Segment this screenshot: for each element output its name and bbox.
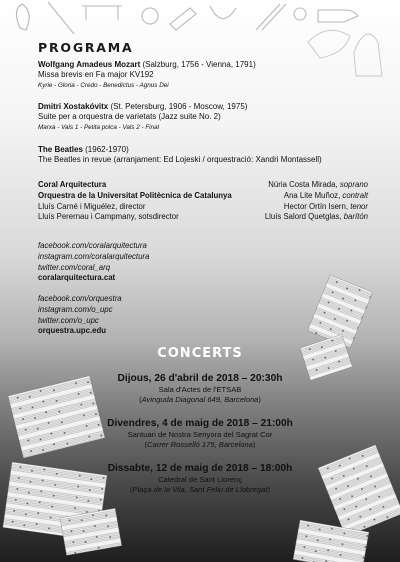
concert-item bbox=[0, 372, 400, 405]
concert-venue: Catedral de Sant Llorenç bbox=[157, 475, 242, 484]
concert-item bbox=[0, 417, 400, 450]
orchestra-facebook-link[interactable]: facebook.com/orquestra bbox=[38, 294, 122, 303]
concert-date: Dijous, 26 d'abril de 2018 – 20:30h bbox=[117, 373, 283, 384]
director: Lluís Carné i Miguélez, director bbox=[38, 201, 146, 211]
movements: Kyrie - Gloria - Credo - Benedictus - Agnus Dei bbox=[38, 81, 169, 89]
choir-facebook-link[interactable]: facebook.com/coralarquitectura bbox=[38, 241, 147, 250]
orchestra-twitter-link[interactable]: twitter.com/o_upc bbox=[38, 315, 99, 325]
concert-venue: Santuari de Nostra Senyora del Sagrat Cor bbox=[127, 430, 273, 439]
concert-address: (Carrer Rosselló 175, Barcelona) bbox=[144, 440, 256, 450]
concert-address: (Avinguda Diagonal 649, Barcelona) bbox=[139, 395, 261, 405]
orchestra-name: Orquestra de la Universitat Politècnica de Catalunya bbox=[38, 190, 232, 200]
composer-name: The Beatles bbox=[38, 145, 83, 154]
composer-name: Dmitri Xostakóvitx bbox=[38, 102, 109, 111]
concert-address: (Plaça de la Vila, Sant Feliu de Llobregat) bbox=[129, 485, 270, 495]
composer-details: (St. Petersburg, 1906 - Moscow, 1975) bbox=[110, 102, 248, 111]
orchestra-social-links bbox=[38, 294, 122, 337]
soloist: Ana Lite Muñoz, contralt bbox=[283, 190, 368, 200]
concerts-title: CONCERTS bbox=[157, 346, 243, 361]
work-title: Suite per a orquestra de varietats (Jazz suite No. 2) bbox=[38, 112, 221, 122]
composer-name: Wolfgang Amadeus Mozart bbox=[38, 60, 141, 69]
work-title: Missa brevis en Fa major KV192 bbox=[38, 70, 154, 80]
concert-date: Dissabte, 12 de maig de 2018 – 18:00h bbox=[107, 463, 293, 474]
soloists bbox=[265, 180, 368, 223]
piece-mozart bbox=[38, 60, 256, 90]
orchestra-instagram-link[interactable]: instagram.com/o_upc bbox=[38, 304, 113, 314]
orchestra-website-link[interactable]: orquestra.upc.edu bbox=[38, 326, 107, 336]
subdirector: Lluís Perernau i Campmany, sotsdirector bbox=[38, 212, 179, 222]
choir-social-links bbox=[38, 241, 149, 284]
soloist: Núria Costa Mirada, soprano bbox=[268, 180, 368, 189]
concert-venue: Sala d'Actes de l'ETSAB bbox=[158, 385, 242, 394]
piece-shostakovich bbox=[38, 102, 247, 132]
choir-name: Coral Arquitectura bbox=[38, 180, 107, 189]
piece-beatles bbox=[38, 145, 322, 166]
concert-date: Divendres, 4 de maig de 2018 – 21:00h bbox=[107, 418, 293, 429]
choir-twitter-link[interactable]: twitter.com/coral_arq bbox=[38, 262, 111, 272]
movements: Marxa - Vals 1 - Petita polca - Vals 2 - Final bbox=[38, 123, 159, 131]
choir-website-link[interactable]: coralarquitectura.cat bbox=[38, 273, 116, 283]
composer-details: (1962-1970) bbox=[85, 145, 129, 154]
soloist: Hector Ortín Isern, tenor bbox=[283, 201, 368, 211]
choir-instagram-link[interactable]: instagram.com/coralarquitectura bbox=[38, 251, 150, 261]
program-title: PROGRAMA bbox=[38, 40, 134, 55]
composer-details: (Salzburg, 1756 - Vienna, 1791) bbox=[142, 60, 256, 69]
performers bbox=[38, 180, 232, 223]
soloist: Lluís Salord Quetglas, barítón bbox=[264, 212, 368, 222]
concert-item bbox=[0, 462, 400, 495]
work-title: The Beatles in revue (arranjament: Ed Lojeski / orquestració: Xandri Montassell) bbox=[38, 155, 322, 165]
